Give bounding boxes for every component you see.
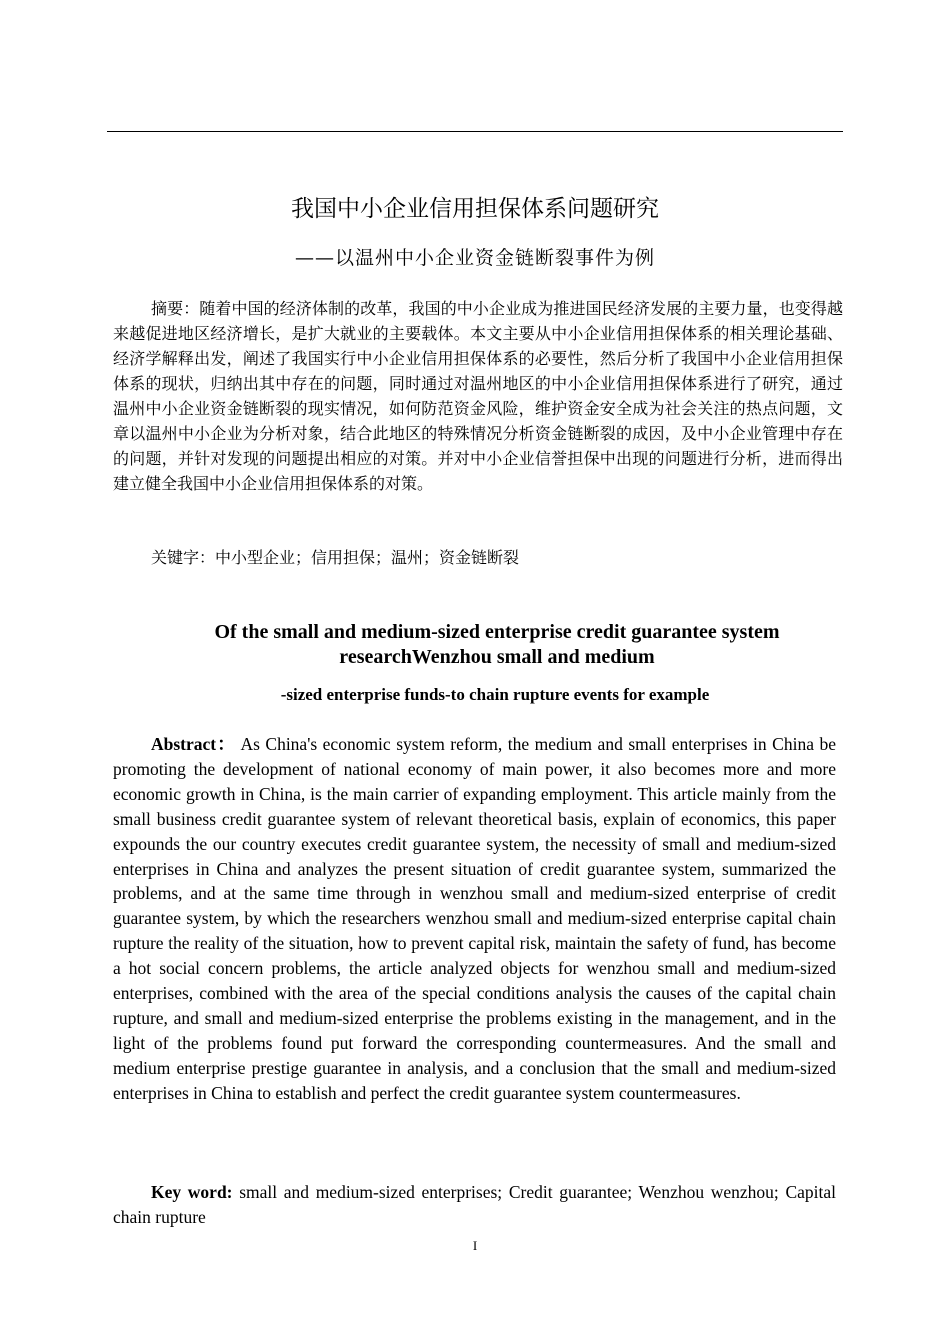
english-keywords-label: Key word: — [151, 1182, 233, 1202]
english-abstract-label: Abstract： — [151, 734, 236, 754]
english-abstract — [113, 732, 836, 1106]
english-keywords-text: small and medium-sized enterprises; Credit guarantee; Wenzhou wenzhou; Capital chain rupture — [113, 1182, 836, 1227]
chinese-abstract — [113, 296, 843, 496]
english-keywords — [113, 1180, 836, 1230]
chinese-abstract-label: 摘要： — [151, 299, 200, 318]
header-rule — [107, 131, 843, 132]
chinese-subtitle: ——以温州中小企业资金链断裂事件为例 — [294, 247, 655, 269]
english-title: Of the small and medium-sized enterprise credit guarantee system researchWenzhou small and medium — [214, 621, 780, 668]
chinese-keywords — [113, 545, 843, 570]
chinese-keywords-label: 关键字： — [151, 548, 216, 567]
chinese-abstract-text: 随着中国的经济体制的改革，我国的中小企业成为推进国民经济发展的主要力量，也变得越来越促进地区经济增长，是扩大就业的主要载体。本文主要从中小企业信用担保体系的相关理论基础、经济学解释出发，阐述了我国实行中小企业信用担保体系的必要性，然后分析了我国中小企业信用担保体系的现状，归纳出其中存在的问题，同时通过对温州地区的中小企业信用担保体系进行了研究，通过温州中小企业资金链断裂的现实情况，如何防范资金风险，维护资金安全成为社会关注的热点问题，文章以温州中小企业为分析对象，结合此地区的特殊情况分析资金链断裂的成因，及中小企业管理中存在的问题，并针对发现的问题提出相应的对策。并对中小企业信誉担保中出现的问题进行分析，进而得出建立健全我国中小企业信用担保体系的对策。 — [113, 299, 843, 493]
chinese-title: 我国中小企业信用担保体系问题研究 — [291, 196, 659, 222]
english-subtitle: -sized enterprise funds-to chain rupture events for example — [280, 685, 710, 704]
english-abstract-text: As China's economic system reform, the medium and small enterprises in China be promoting the development of national economy of main power, it also becomes more and more economic growth in China, is the main carrier of expanding employment. This article mainly from the small business credit guarantee system of relevant theoretical basis, explain of economics, this paper expounds the our country executes credit guarantee system, the necessity of small and medium-sized enterprises in China and analyzes the present situation of credit guarantee system, summarized the problems, and at the same time through in wenzhou small and medium-sized enterprise of credit guarantee system, by which the researchers wenzhou small and medium-sized enterprise capital chain rupture the reality of the situation, how to prevent capital risk, maintain the safety of fund, has become a hot social concern problems, the article analyzed objects for wenzhou small and medium-sized enterprises, combined with the area of the special conditions analysis the causes of the capital chain rupture, and small and medium-sized enterprise the problems existing in the management, and in the light of the problems found put forward the corresponding countermeasures. And the small and medium enterprise prestige guarantee in analysis, and a conclusion that the small and medium-sized enterprises in China to establish and perfect the credit guarantee system countermeasures. — [113, 734, 836, 1103]
chinese-keywords-text: 中小型企业；信用担保；温州；资金链断裂 — [215, 548, 520, 567]
page-number: I — [472, 1238, 478, 1253]
